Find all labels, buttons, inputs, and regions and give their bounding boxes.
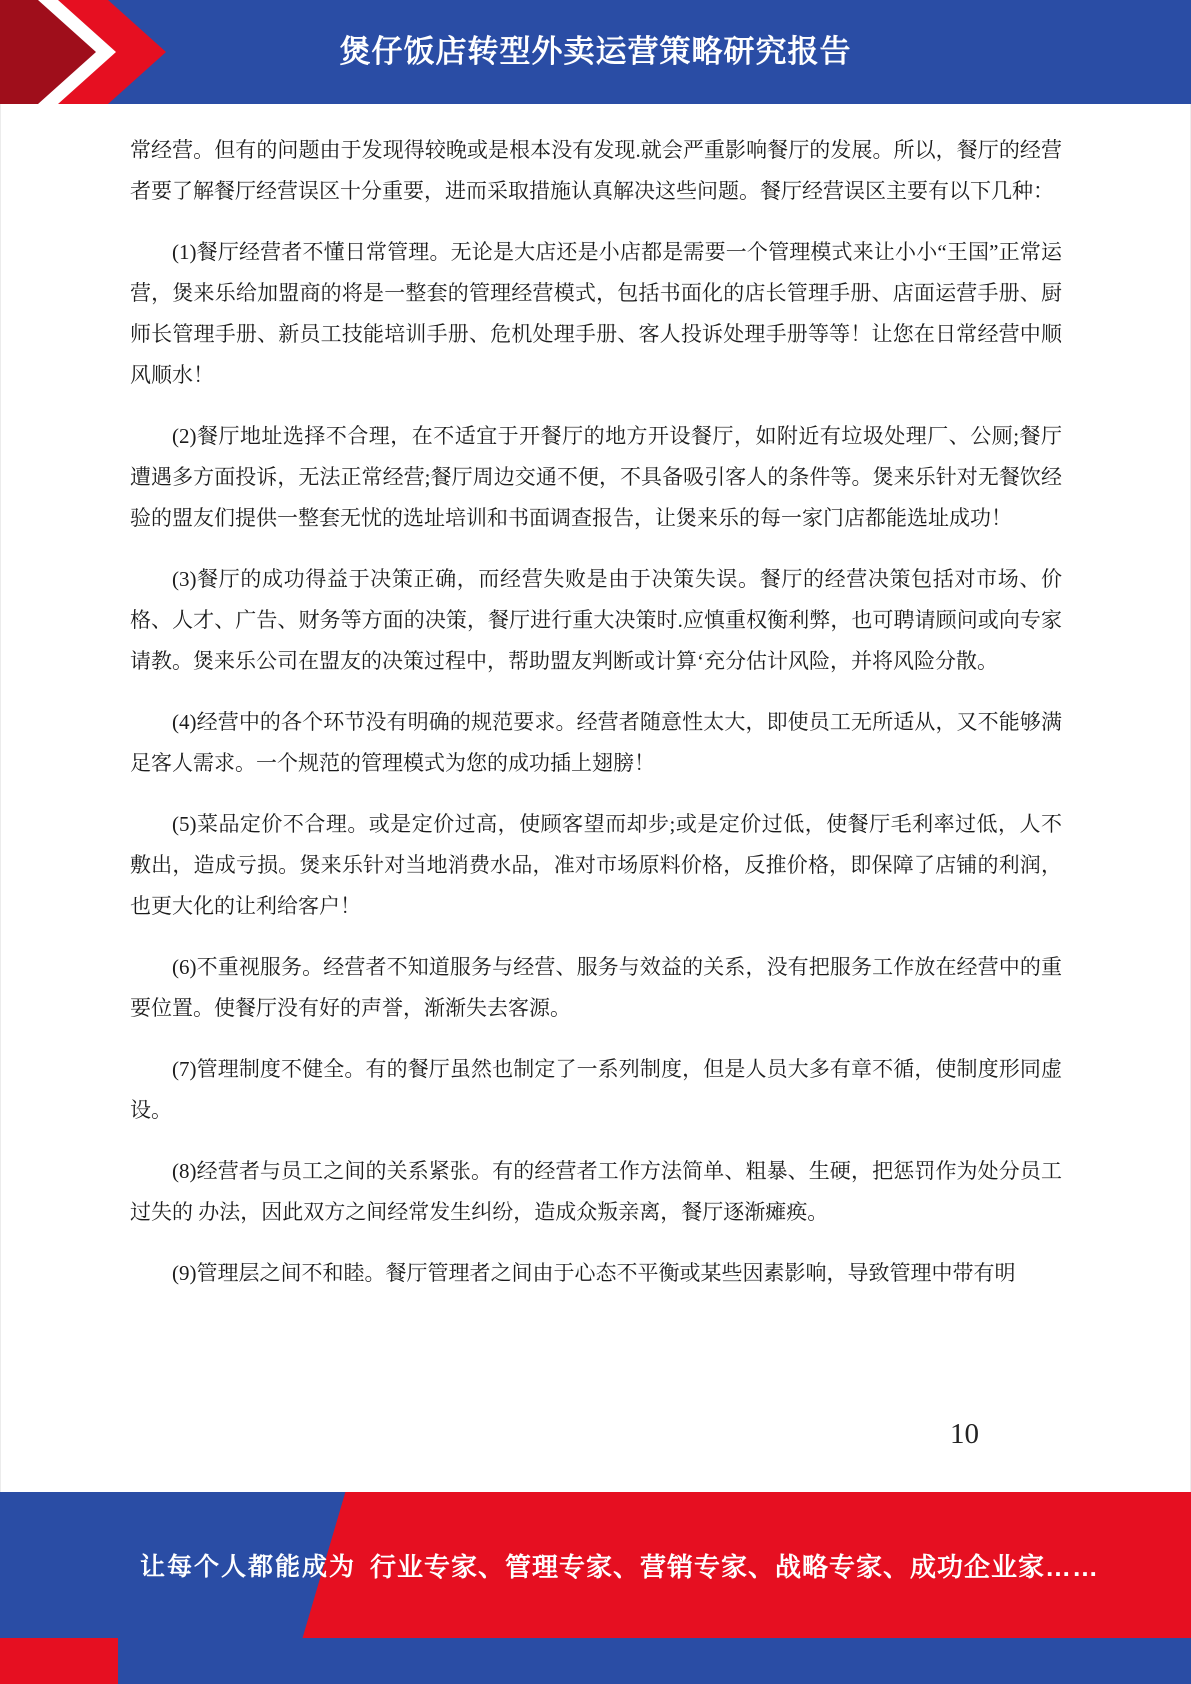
paragraph: (2)餐厅地址选择不合理，在不适宜于开餐厅的地方开设餐厅，如附近有垃圾处理厂、公厕;餐厅遭遇多方面投诉，无法正常经营;餐厅周边交通不便，不具备吸引客人的条件等。煲来乐针对无餐饮经验的盟友们提供一整套无忧的选址培训和书面调查报告，让煲来乐的每一家门店都能选址成功！ [130,424,1062,530]
paragraph: (7)管理制度不健全。有的餐厅虽然也制定了一系列制度，但是人员大多有章不循，使制度形同虚设。 [130,1057,1062,1122]
footer-slogan-left: 让每个人都能成为 [140,1553,357,1581]
footer-blue-band [0,1492,1191,1638]
paragraph: (5)菜品定价不合理。或是定价过高，使顾客望而却步;或是定价过低，使餐厅毛利率过低，人不敷出，造成亏损。煲来乐针对当地消费水品，准对市场原料价格，反推价格，即保障了店铺的利润，也更大化的让利给客户！ [130,812,1062,918]
page-header [0,0,1191,104]
footer-corner-red-block [0,1638,118,1684]
paragraph: (9)管理层之间不和睦。餐厅管理者之间由于心态不平衡或某些因素影响，导致管理中带有明 [172,1261,1016,1285]
page-footer [0,1492,1191,1684]
page-number: 10 [950,1418,979,1450]
footer-bottom-strip [0,1638,1191,1684]
paragraph: (8)经营者与员工之间的关系紧张。有的经营者工作方法简单、粗暴、生硬，把惩罚作为处分员工过失的 办法，因此双方之间经常发生纠纷，造成众叛亲离，餐厅逐渐瘫痪。 [130,1159,1062,1224]
paragraph: (1)餐厅经营者不懂日常管理。无论是大店还是小店都是需要一个管理模式来让小小“王国”正常运营，煲来乐给加盟商的将是一整套的管理经营模式，包括书面化的店长管理手册、店面运营手册、厨师长管理手册、新员工技能培训手册、危机处理手册、客人投诉处理手册等等！让您在日常经营中顺风顺水！ [130,240,1062,387]
footer-slogan-right: 行业专家、管理专家、营销专家、战略专家、成功企业家…… [370,1551,1100,1582]
paragraph: (6)不重视服务。经营者不知道服务与经营、服务与效益的关系，没有把服务工作放在经营中的重要位置。使餐厅没有好的声誉，渐渐失去客源。 [130,955,1062,1020]
paragraph: (4)经营中的各个环节没有明确的规范要求。经营者随意性太大，即使员工无所适从，又不能够满足客人需求。一个规范的管理模式为您的成功插上翅膀！ [130,710,1062,775]
page-title: 煲仔饭店转型外卖运营策略研究报告 [339,34,852,69]
paragraph: (3)餐厅的成功得益于决策正确，而经营失败是由于决策失误。餐厅的经营决策包括对市场、价格、人才、广告、财务等方面的决策，餐厅进行重大决策时.应慎重权衡利弊，也可聘请顾问或向专家请教。煲来乐公司在盟友的决策过程中，帮助盟友判断或计算‘充分估计风险，并将风险分散。 [130,567,1062,673]
document-body [130,104,1062,1314]
paragraph: 常经营。但有的问题由于发现得较晚或是根本没有发现.就会严重影响餐厅的发展。所以，餐厅的经营者要了解餐厅经营误区十分重要，进而采取措施认真解决这些问题。餐厅经营误区主要有以下几种： [130,138,1062,203]
